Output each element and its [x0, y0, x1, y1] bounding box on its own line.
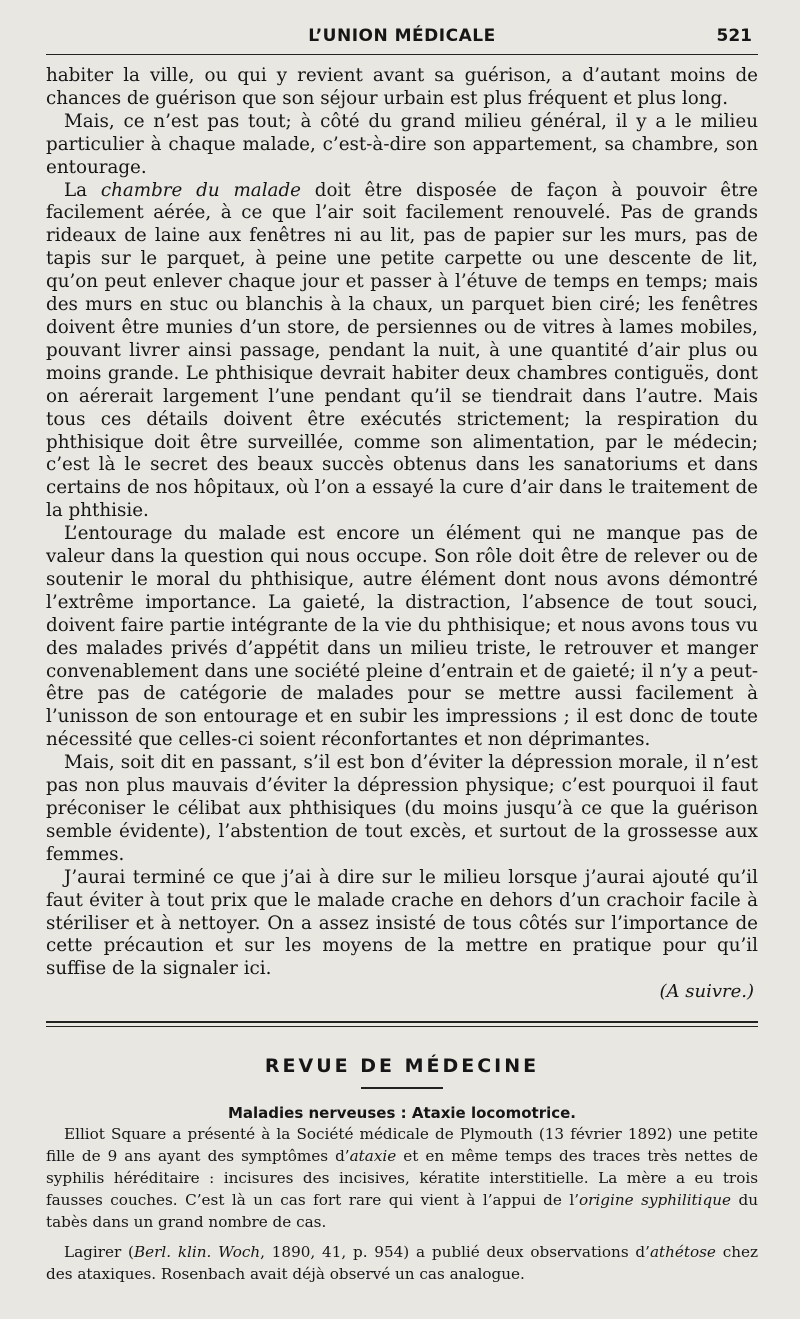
text-run: Elliot Square a présenté à la Société médicale de Plymouth (13 février 1892) une petite fille de 9 ans ayant des symptômes d’	[46, 1125, 758, 1166]
article-body	[46, 65, 758, 1003]
header-rule	[46, 54, 758, 55]
emphasis-text: ataxie	[349, 1147, 397, 1166]
paragraph	[46, 1123, 758, 1233]
paragraph: Mais, soit dit en passant, s’il est bon d’éviter la dépression morale, il n’est pas non plus mauvais d’éviter la dépression physique; c’est pourquoi il faut préconiser le célibat aux phthisiques (du moins jusqu’à ce que la guérison semble évidente), l’abstention de tout excès, et surtout de la grossesse aux femmes.	[46, 752, 758, 865]
emphasis-text: origine syphilitique	[579, 1191, 732, 1210]
emphasis-text: Berl. klin. Woch	[133, 1243, 261, 1262]
text-run: Lagirer (	[64, 1243, 134, 1262]
subsection-title: Maladies nerveuses : Ataxie locomotrice.	[227, 1104, 577, 1123]
page-header	[46, 24, 758, 54]
text-run: et en même temps des traces très nettes de syphilis héréditaire : incisures des incisives, kératite interstitielle. La mère a eu trois fausses couches. C’est là un cas fort rare qui vient à l’appui de l’	[46, 1147, 759, 1210]
continuation-note: (A suivre.)	[659, 981, 754, 1003]
title-underline	[361, 1087, 443, 1089]
emphasis-text: athétose	[649, 1243, 716, 1262]
text-run: doit être disposée de façon à pouvoir être facilement aérée, à ce que l’air soit facilement renouvelé. Pas de grands rideaux de laine aux fenêtres ni au lit, pas de papier sur les murs, pas de tapis sur le parquet, à peine une petite carpette ou une descente de lit, qu’on peut enlever chaque jour et passer à l’étuve de temps en temps; mais des murs en stuc ou blanchis à la chaux, un parquet bien ciré; les fenêtres doivent être munies d’un store, de persiennes ou de vitres à lames mobiles, pouvant livrer ainsi passage, pendant la nuit, à une quantité d’air plus ou moins grande. Le phthisique devrait habiter deux chambres contiguës, dont on aérerait largement l’une pendant qu’il se tiendrait dans l’autre. Mais tous ces détails doivent être exécutés strictement; la respiration du phthisique doit être surveillée, comme son alimentation, par le médecin; c’est là le secret des beaux succès obtenus dans les sanatoriums et dans certains de nos hôpitaux, où l’on a essayé la cure d’air dans le traitement de la phthisie.	[46, 179, 758, 522]
text-run: du tabès dans un grand nombre de cas.	[46, 1191, 758, 1232]
section-title: REVUE DE MÉDECINE	[264, 1055, 540, 1078]
emphasis-text: chambre du malade	[100, 179, 301, 201]
text-run: , 1890, 41, p. 954) a publié deux observations d’	[260, 1243, 650, 1262]
review-body	[46, 1123, 758, 1285]
paragraph: habiter la ville, ou qui y revient avant sa guérison, a d’autant moins de chances de guérison que son séjour urbain est plus fréquent et plus long.	[46, 65, 758, 109]
paragraph: J’aurai terminé ce que j’ai à dire sur le milieu lorsque j’aurai ajouté qu’il faut éviter à tout prix que le malade crache en dehors d’un crachoir facile à stériliser et à nettoyer. On a assez insisté de tous côtés sur l’importance de cette précaution et sur les moyens de la mettre en pratique pour qu’il suffise de la signaler ici.	[46, 866, 758, 980]
page-number: 521	[716, 26, 752, 46]
running-title: L’UNION MÉDICALE	[308, 26, 496, 46]
paragraph	[46, 180, 758, 524]
paragraph: L’entourage du malade est encore un élément qui ne manque pas de valeur dans la question qui nous occupe. Son rôle doit être de relever ou de soutenir le moral du phthisique, autre élément dont nous avons démontré l’extrême importance. La gaieté, la distraction, l’absence de tout souci, doivent faire partie intégrante de la vie du phthisique; et nous avons tous vu des malades privés d’appétit dans un milieu triste, le retrouver et manger convenablement dans une société pleine d’entrain et de gaieté; il n’y a peut-être pas de catégorie de malades pour se mettre aussi facilement à l’unisson de son entourage et en subir les impressions ; il est donc de toute nécessité que celles-ci soient réconfortantes et non déprimantes.	[46, 523, 758, 751]
section-divider	[46, 1021, 758, 1027]
paragraph	[46, 1241, 758, 1285]
text-run: chez des ataxiques. Rosenbach avait déjà observé un cas analogue.	[46, 1243, 758, 1284]
paragraph: Mais, ce n’est pas tout; à côté du grand milieu général, il y a le milieu particulier à chaque malade, c’est-à-dire son appartement, sa chambre, son entourage.	[46, 110, 758, 178]
text-run: La	[64, 179, 101, 201]
